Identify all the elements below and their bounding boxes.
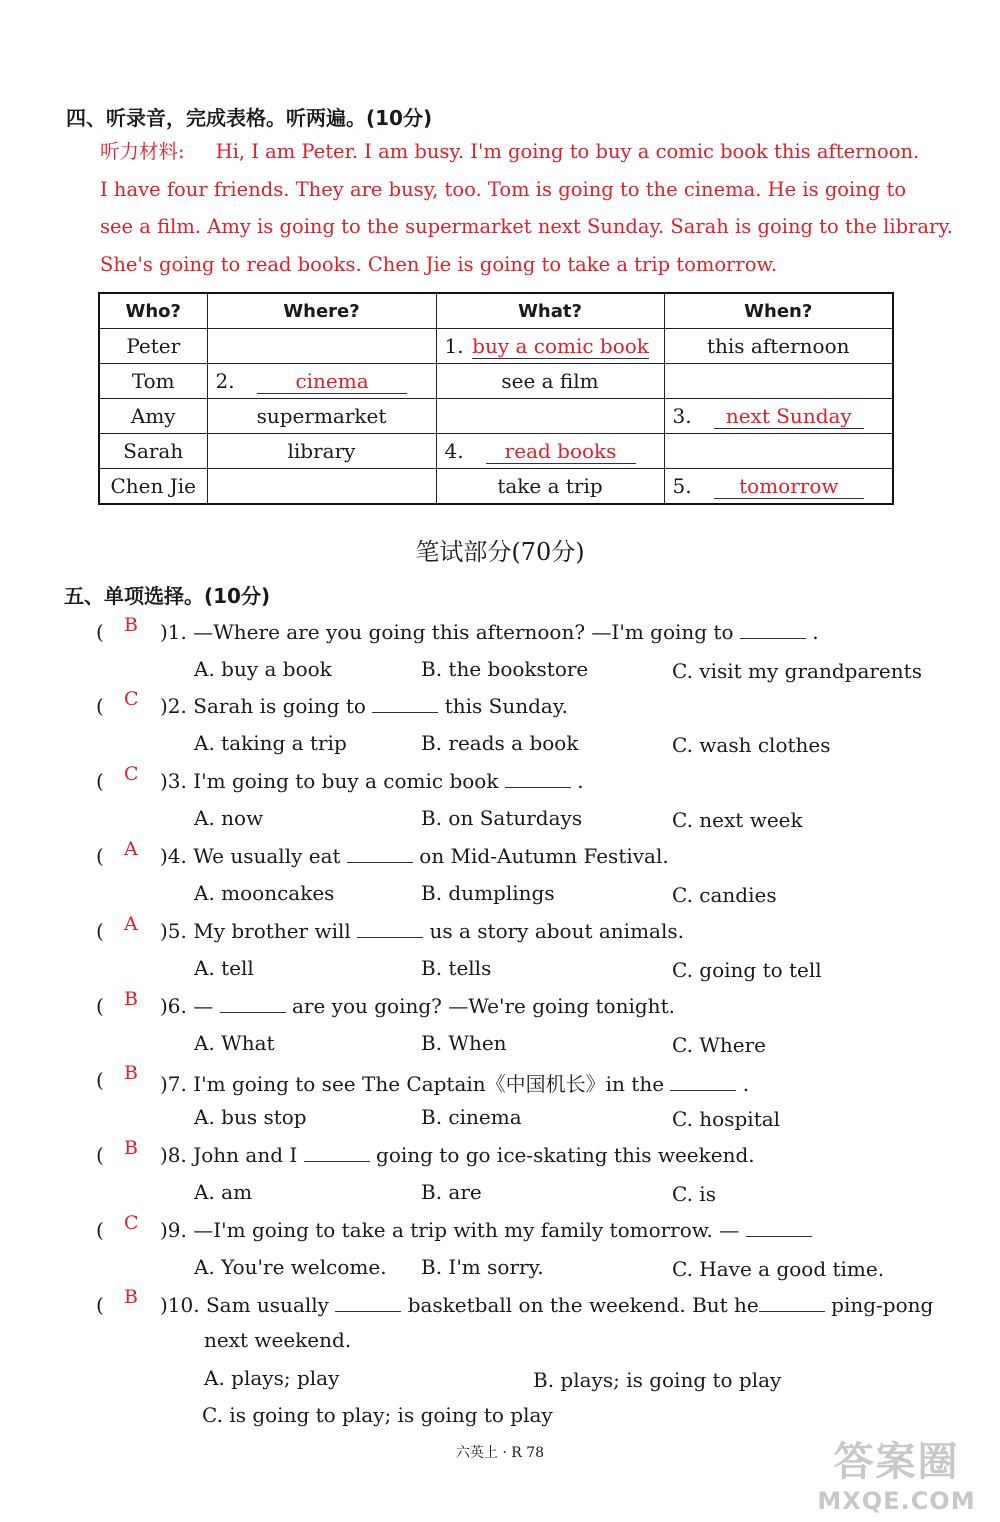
question-stem-pre: )5. My brother will <box>160 919 351 943</box>
question-stem-post: . <box>742 1072 750 1096</box>
question-stem <box>160 1143 755 1167</box>
question-stem-pre: )4. We usually eat <box>160 844 341 868</box>
option-a: A. What <box>194 1031 275 1055</box>
blank-number: 5. <box>672 473 692 498</box>
cell-who: Tom <box>99 364 207 399</box>
q10-blank-1 <box>335 1311 401 1312</box>
option-a: A. buy a book <box>194 657 332 681</box>
option-b: B. dumplings <box>421 881 555 905</box>
question-answer: B <box>124 988 138 1010</box>
option-a: A. am <box>194 1180 253 1204</box>
question-stem-pre: )1. —Where are you going this afternoon? —I'm going to <box>160 620 734 644</box>
question-answer: C <box>124 763 139 785</box>
cell-when <box>664 399 893 434</box>
question-paren: ( <box>96 1143 104 1167</box>
q10-answer: B <box>124 1286 138 1308</box>
option-c: C. Where <box>672 1033 766 1057</box>
q10-option-a: A. plays; play <box>204 1366 340 1390</box>
written-section-title: 笔试部分(70分) <box>415 538 585 566</box>
header-when: When? <box>664 293 893 329</box>
cell-where <box>207 469 436 505</box>
option-b: B. I'm sorry. <box>421 1255 544 1279</box>
answer-blank <box>740 638 806 639</box>
question-stem-pre: )3. I'm going to buy a comic book <box>160 769 499 793</box>
question-stem <box>160 844 669 868</box>
question-paren: ( <box>96 1218 104 1242</box>
blank-answer: buy a comic book <box>472 333 649 358</box>
question-stem <box>160 994 675 1018</box>
question-stem <box>160 694 568 718</box>
header-where: Where? <box>207 293 436 329</box>
cell-when: this afternoon <box>664 329 893 364</box>
question-answer: B <box>124 1137 138 1159</box>
blank-number: 4. <box>444 438 464 463</box>
question-stem-post: are you going? —We're going tonight. <box>291 994 675 1018</box>
option-c: C. candies <box>672 883 777 907</box>
watermark-logo <box>809 1430 984 1515</box>
blank-answer: next Sunday <box>714 404 864 429</box>
cell-where: supermarket <box>207 399 436 434</box>
question-paren: ( <box>96 844 104 868</box>
blank-number: 1. <box>444 333 464 358</box>
option-b: B. reads a book <box>421 731 579 755</box>
answer-blank <box>220 1012 286 1013</box>
watermark-bottom: MXQE.COM <box>817 1487 976 1515</box>
q10-blank-2 <box>759 1311 825 1312</box>
option-a: A. tell <box>194 956 254 980</box>
table-row <box>99 329 893 364</box>
question-stem <box>160 1218 812 1242</box>
question-stem-pre: )8. John and I <box>160 1143 298 1167</box>
option-c: C. visit my grandparents <box>672 659 922 683</box>
question-stem-pre: )9. —I'm going to take a trip with my family tomorrow. — <box>160 1218 740 1242</box>
part5-title: 五、单项选择。(10分) <box>64 584 271 608</box>
cell-what <box>436 329 664 364</box>
option-c: C. hospital <box>672 1107 781 1131</box>
question-paren: ( <box>96 694 104 718</box>
answer-blank <box>746 1236 812 1237</box>
header-what: What? <box>436 293 664 329</box>
option-a: A. now <box>194 806 264 830</box>
q10-stem-post: ping-pong <box>831 1293 934 1317</box>
q10-option-b: B. plays; is going to play <box>533 1368 782 1392</box>
option-b: B. on Saturdays <box>421 806 583 830</box>
question-stem-pre: )2. Sarah is going to <box>160 694 366 718</box>
option-b: B. cinema <box>421 1105 522 1129</box>
listening-script <box>100 133 953 283</box>
page-footer: 六英上 · R 78 <box>455 1445 545 1461</box>
question-stem-post: on Mid-Autumn Festival. <box>419 844 669 868</box>
q10-stem-pre: )10. Sam usually <box>160 1293 329 1317</box>
blank-number: 2. <box>215 368 235 393</box>
cell-when <box>664 364 893 399</box>
q10-stem-line1 <box>160 1293 933 1317</box>
question-stem <box>160 1068 749 1097</box>
blank-answer: cinema <box>257 369 407 394</box>
q10-stem-mid: basketball on the weekend. But he <box>407 1293 759 1317</box>
cell-what: see a film <box>436 364 664 399</box>
cell-what: take a trip <box>436 469 664 505</box>
cell-who: Chen Jie <box>99 469 207 505</box>
option-b: B. are <box>421 1180 482 1204</box>
question-stem <box>160 769 584 793</box>
cell-what <box>436 399 664 434</box>
question-stem <box>160 919 684 943</box>
script-label: 听力材料: <box>100 140 185 163</box>
option-c: C. Have a good time. <box>672 1257 885 1281</box>
table-row <box>99 364 893 399</box>
table-header-row <box>99 293 893 329</box>
option-c: C. wash clothes <box>672 733 831 757</box>
option-b: B. the bookstore <box>421 657 589 681</box>
cell-where: library <box>207 434 436 469</box>
question-stem-post: going to go ice-skating this weekend. <box>376 1143 755 1167</box>
question-paren: ( <box>96 994 104 1018</box>
cell-who: Peter <box>99 329 207 364</box>
question-paren: ( <box>96 769 104 793</box>
option-c: C. is <box>672 1182 716 1206</box>
table-row <box>99 469 893 505</box>
watermark-top: 答案圈 <box>833 1439 960 1485</box>
cell-when <box>664 469 893 505</box>
question-stem-pre: )6. — <box>160 994 214 1018</box>
script-line-4: She's going to read books. Chen Jie is going to take a trip tomorrow. <box>100 252 778 276</box>
option-a: A. bus stop <box>194 1105 307 1129</box>
q10-paren: ( <box>96 1293 104 1317</box>
blank-answer: tomorrow <box>714 474 864 499</box>
cell-what <box>436 434 664 469</box>
cell-where <box>207 364 436 399</box>
cell-who: Sarah <box>99 434 207 469</box>
option-c: C. going to tell <box>672 958 822 982</box>
script-line-3: see a film. Amy is going to the supermarket next Sunday. Sarah is going to the library. <box>100 215 953 238</box>
script-line-1: Hi, I am Peter. I am busy. I'm going to buy a comic book this afternoon. <box>215 140 920 163</box>
part4-title: 四、听录音，完成表格。听两遍。(10分) <box>66 106 433 130</box>
answer-blank <box>670 1090 736 1091</box>
script-line-2: I have four friends. They are busy, too. Tom is going to the cinema. He is going to <box>100 177 907 201</box>
option-a: A. mooncakes <box>194 881 335 905</box>
question-answer: A <box>124 913 138 935</box>
question-paren: ( <box>96 620 104 644</box>
blank-number: 3. <box>672 403 692 428</box>
question-answer: C <box>124 688 139 710</box>
question-paren: ( <box>96 919 104 943</box>
header-who: Who? <box>99 293 207 329</box>
option-b: B. tells <box>421 956 492 980</box>
option-b: B. When <box>421 1031 507 1055</box>
question-stem-post: . <box>577 769 584 793</box>
answer-blank <box>357 937 423 938</box>
answer-blank <box>304 1161 370 1162</box>
option-a: A. taking a trip <box>194 731 347 755</box>
question-stem-post: this Sunday. <box>444 694 568 718</box>
cell-where <box>207 329 436 364</box>
q10-option-c: C. is going to play; is going to play <box>202 1403 553 1427</box>
option-c: C. next week <box>672 808 803 832</box>
answer-blank <box>372 712 438 713</box>
answer-table <box>98 292 894 505</box>
table-row <box>99 399 893 434</box>
question-answer: B <box>124 614 138 636</box>
question-answer: C <box>124 1212 139 1234</box>
answer-blank <box>505 787 571 788</box>
question-stem-pre: )7. I'm going to see The Captain《中国机长》in the <box>160 1072 665 1096</box>
blank-answer: read books <box>486 439 636 464</box>
question-stem <box>160 620 819 644</box>
q10-stem-line2: next weekend. <box>204 1328 352 1352</box>
question-stem-post: us a story about animals. <box>429 919 684 943</box>
cell-who: Amy <box>99 399 207 434</box>
table-row <box>99 434 893 469</box>
question-answer: A <box>124 838 138 860</box>
question-stem-post: . <box>812 620 819 644</box>
answer-blank <box>347 862 413 863</box>
cell-when <box>664 434 893 469</box>
question-answer: B <box>124 1062 138 1084</box>
question-paren: ( <box>96 1068 104 1092</box>
option-a: A. You're welcome. <box>194 1255 387 1279</box>
